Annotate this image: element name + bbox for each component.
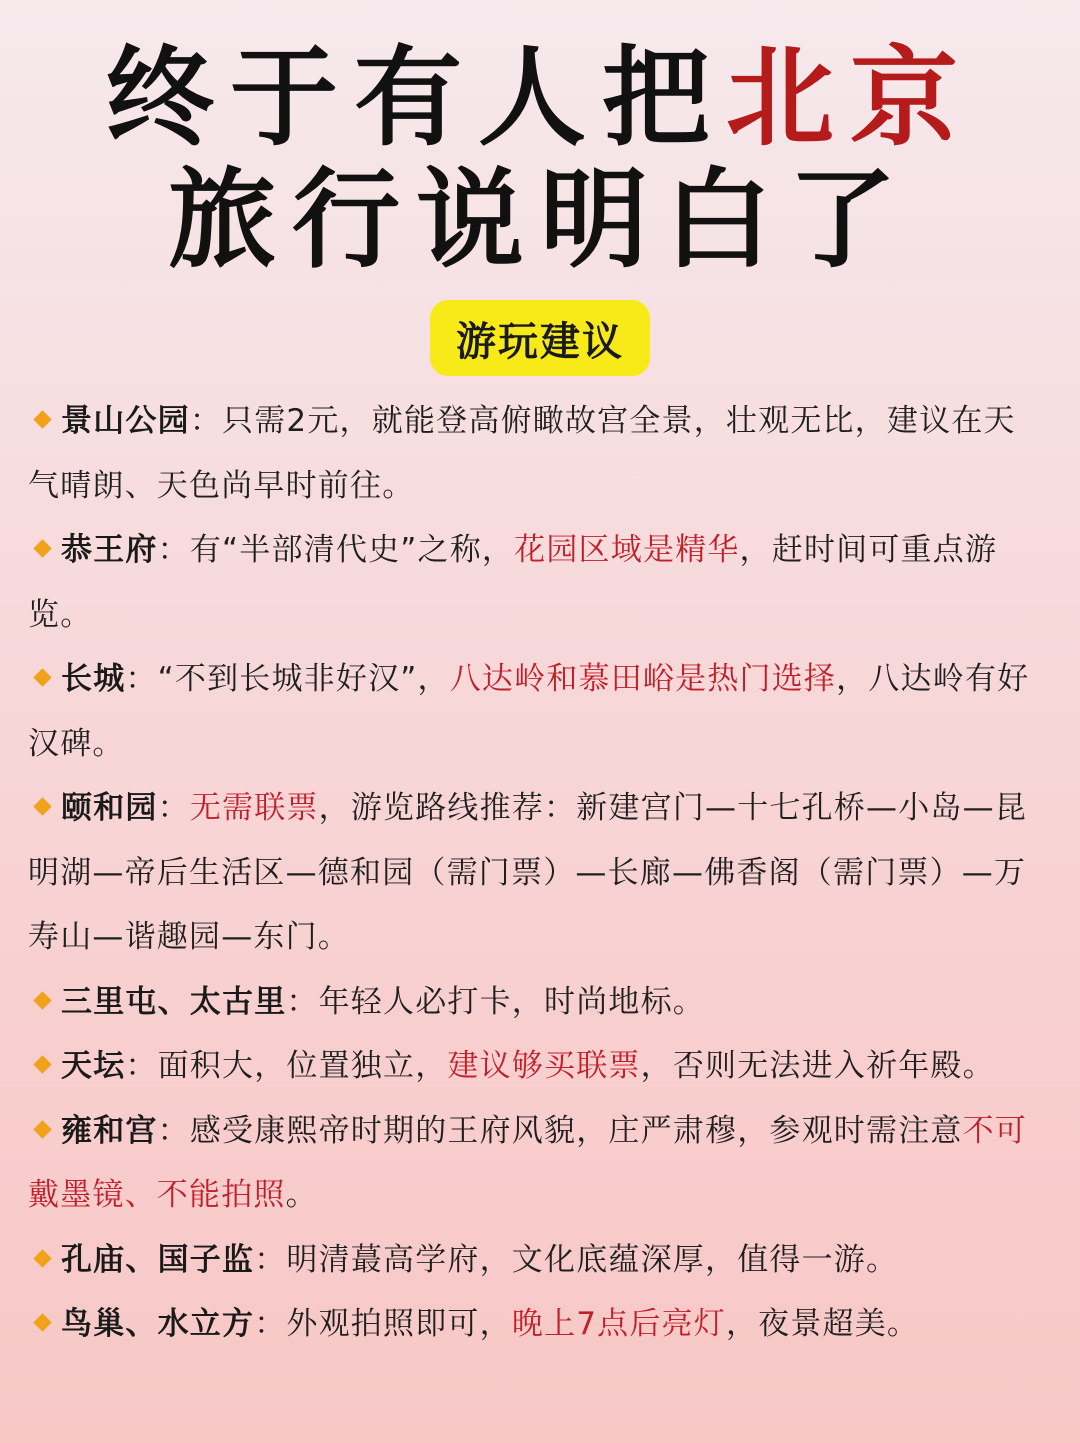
tip-text: 面积大，位置独立，: [157, 1048, 448, 1084]
tip-label: 恭王府: [61, 532, 158, 568]
diamond-bullet-icon: [33, 1313, 51, 1331]
tip-label: 长城: [61, 661, 126, 697]
tip-text: “不到长城非好汉”，: [157, 661, 450, 697]
tip-separator: ：: [157, 790, 190, 826]
title-black-text: 终于有人把: [105, 35, 726, 161]
title-highlight-text: 北京: [726, 35, 975, 161]
section-badge: 游玩建议: [430, 300, 650, 376]
tip-separator: ：: [125, 661, 158, 697]
tip-highlight: 晚上7点后亮灯: [511, 1306, 726, 1342]
diamond-bullet-icon: [33, 410, 51, 428]
tip-separator: ：: [157, 532, 190, 568]
tip-text: 感受康熙帝时期的王府风貌，庄严肃穆，参观时需注意: [189, 1112, 963, 1149]
tip-item: [28, 1034, 1038, 1099]
tip-separator: ：: [286, 983, 319, 1020]
tip-text: 明清蕞高学府，文化底蕴深厚，值得一游。: [286, 1241, 899, 1278]
diamond-bullet-icon: [33, 668, 51, 686]
tip-text: 有“半部清代史”之称，: [189, 532, 515, 568]
tip-text-after: ，赶时间可重点游览。: [28, 532, 998, 633]
tip-separator: ：: [189, 403, 223, 439]
tip-separator: ：: [125, 1048, 158, 1084]
tip-text-after: ，夜景超美。: [725, 1306, 920, 1342]
tip-separator: ：: [254, 1241, 287, 1278]
diamond-bullet-icon: [33, 797, 51, 815]
tip-text-after: ，游览路线推荐：新建宫门—十七孔桥—小岛—昆明湖—帝后生活区—德和园（需门票）—长廊—佛香阁（需门票）—万寿山—谐趣园—东门。: [28, 790, 1028, 955]
diamond-bullet-icon: [33, 1055, 51, 1073]
page-title-line1: [0, 35, 1080, 161]
tip-text: 外观拍照即可，: [286, 1306, 512, 1342]
tip-highlight: 不可戴墨镜、不能拍照: [28, 1112, 1028, 1213]
tip-item: [28, 970, 1038, 1035]
tip-item: [28, 647, 1038, 776]
tip-item: [28, 1292, 1038, 1357]
tip-item: [28, 389, 1038, 518]
page-title-line2: 旅行说明白了: [167, 157, 912, 283]
tips-list: [28, 389, 1038, 1357]
tip-label: 三里屯、太古里: [61, 983, 287, 1020]
tip-highlight: 八达岭和慕田峪是热门选择: [449, 661, 837, 697]
tip-separator: ：: [254, 1306, 287, 1342]
tip-item: [28, 1228, 1038, 1293]
diamond-bullet-icon: [33, 1120, 51, 1138]
tip-text-after: ，八达岭有好汉碑。: [28, 661, 1030, 762]
tip-label: 孔庙、国子监: [61, 1241, 255, 1278]
tip-text: 年轻人必打卡，时尚地标。: [318, 983, 706, 1020]
tip-label: 鸟巢、水立方: [61, 1306, 255, 1342]
tip-label: 雍和宫: [61, 1112, 158, 1149]
tip-item: [28, 776, 1038, 970]
tip-highlight: 花园区域是精华: [514, 532, 740, 568]
tip-text-after: 。: [285, 1177, 318, 1213]
diamond-bullet-icon: [33, 539, 51, 557]
tip-separator: ：: [157, 1112, 190, 1149]
tip-item: [28, 1099, 1038, 1228]
diamond-bullet-icon: [33, 991, 51, 1009]
tip-text: 只需2元，就能登高俯瞰故宫全景，壮观无比，建议在天气晴朗、天色尚早时前往。: [28, 403, 1016, 504]
tip-label: 颐和园: [61, 790, 158, 826]
tip-text-after: ，否则无法进入祈年殿。: [640, 1048, 995, 1084]
tip-label: 景山公园: [61, 403, 190, 439]
tip-highlight: 建议够买联票: [447, 1048, 641, 1084]
tip-highlight: 无需联票: [189, 790, 319, 826]
tip-label: 天坛: [61, 1048, 126, 1084]
tip-item: [28, 518, 1038, 647]
diamond-bullet-icon: [33, 1249, 51, 1267]
